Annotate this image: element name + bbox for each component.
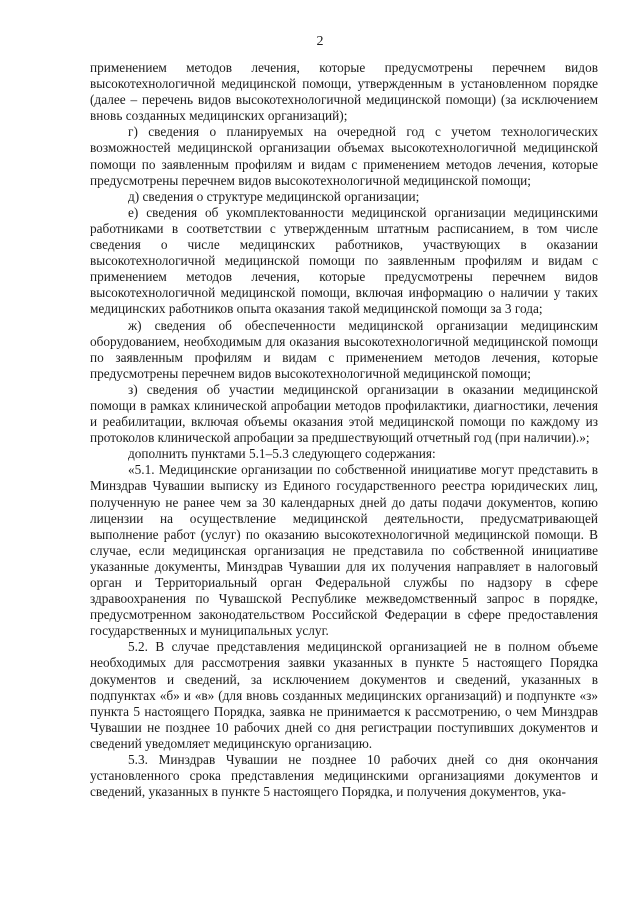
paragraph-item-g: г) сведения о планируемых на очередной год с учетом технологических возможностей медицинской организации объемах высокотехнологичной медицинской помощи по заявленным профилям и видам с применением методов лечения, которые предусмотрены перечнем видов высокотехнологичной медицинской помощи; — [90, 124, 598, 188]
paragraph-5-1: «5.1. Медицинские организации по собственной инициативе могут представить в Минздрав Чувашии выписку из Единого государственного реестра юридических лиц, полученную не ранее чем за 30 календарных дней до даты подачи документов, копию лицензии на осуществление медицинской деятельности, предусматривающей выполнение работ (услуг) по оказанию высокотехнологичной медицинской помощи. В случае, если медицинская организация не представила по собственной инициативе указанные документы, Минздрав Чувашии для их получения направляет в налоговый орган и Территориальный орган Федеральной службы по надзору в сфере здравоохранения по Чувашской Республике межведомственный запрос в порядке, предусмотренном законодательством Российской Федерации в сфере предоставления государственных и муниципальных услуг. — [90, 462, 598, 639]
paragraph-item-d: д) сведения о структуре медицинской организации; — [128, 188, 420, 204]
paragraph-item-z: з) сведения об участии медицинской организации в оказании медицинской помощи в рамках клинической апробации методов профилактики, диагностики, лечения и реабилитации, включая объемы оказания этой медицинской помощи по каждому из протоколов клинической апробации за предшествующий отчетный год (при наличии).»; — [90, 381, 598, 446]
document-body — [90, 60, 598, 800]
paragraph-amendment-intro: дополнить пунктами 5.1–5.3 следующего содержания: — [128, 446, 436, 462]
page-number: 2 — [316, 34, 324, 49]
paragraph-5-3: 5.3. Минздрав Чувашии не позднее 10 рабочих дней со дня окончания установленного срока представления медицинскими организациями документов и сведений, указанных в пункте 5 настоящего Порядка, и получения документов, ука- — [90, 752, 598, 800]
paragraph-item-zh: ж) сведения об обеспеченности медицинской организации медицинским оборудованием, необходимым для оказания высокотехнологичной медицинской помощи по заявленным профилям и видам с применением методов лечения, которые предусмотрены перечнем видов высокотехнологичной медицинской помощи; — [90, 317, 598, 381]
paragraph-continuation: применением методов лечения, которые предусмотрены перечнем видов высокотехнологичной медицинской помощи, утвержденным в установленном порядке (далее – перечень видов высокотехнологичной медицинской помощи) (за исключением вновь созданных медицинских организаций); — [90, 60, 598, 124]
paragraph-5-2: 5.2. В случае представления медицинской организацией не в полном объеме необходимых для рассмотрения заявки указанных в пункте 5 настоящего Порядка документов и сведений, за исключением документов и сведений, указанных в подпунктах «б» и «в» (для вновь созданных медицинских организаций) и подпункте «з» пункта 5 настоящего Порядка, заявка не принимается к рассмотрению, о чем Минздрав Чувашии не позднее 10 рабочих дней со дня регистрации поступивших документов и сведений уведомляет медицинскую организацию. — [90, 639, 598, 751]
paragraph-item-e: е) сведения об укомплектованности медицинской организации медицинскими работниками в соответствии с утвержденным штатным расписанием, в том числе сведения о числе медицинских работников, участвующих в оказании высокотехнологичной медицинской помощи по заявленным профилям и видам с применением методов лечения, которые предусмотрены перечнем видов высокотехнологичной медицинской помощи, включая информацию о наличии у таких медицинских работников опыта оказания такой медицинской помощи за 3 года; — [90, 204, 598, 317]
